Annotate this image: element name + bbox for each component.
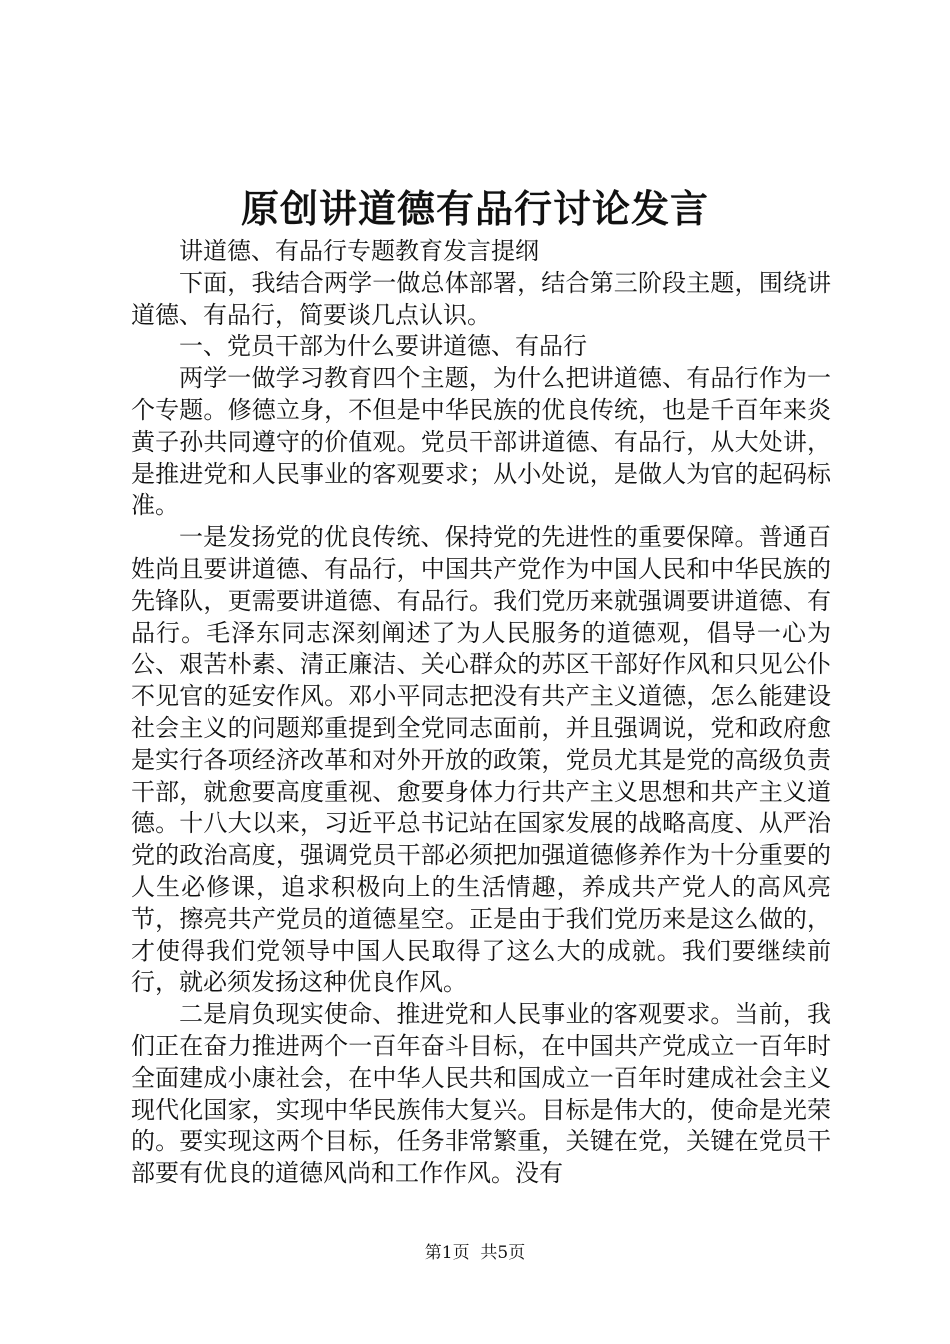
section-heading: 一、党员干部为什么要讲道德、有品行 [179, 332, 587, 361]
document-title: 原创讲道德有品行讨论发言 [240, 186, 709, 231]
body-paragraph: 二是肩负现实使命、推进党和人民事业的客观要求。当前，我们正在奋力推进两个一百年奋斗目标，在中国共产党成立一百年时全面建成小康社会，在中华人民共和国成立一百年时建成社会主义现代化国家，实现中华民族伟大复兴。目标是伟大的，使命是光荣的。要实现这两个目标，任务非常繁重，关键在党，关键在党员干部要有优良的道德风尚和工作作风。没有 [131, 1000, 831, 1188]
body-paragraph: 一是发扬党的优良传统、保持党的先进性的重要保障。普通百姓尚且要讲道德、有品行，中国共产党作为中国人民和中华民族的先锋队，更需要讲道德、有品行。我们党历来就强调要讲道德、有品行。毛泽东同志深刻阐述了为人民服务的道德观，倡导一心为公、艰苦朴素、清正廉洁、关心群众的苏区干部好作风和只见公仆不见官的延安作风。邓小平同志把没有共产主义道德，怎么能建设社会主义的问题郑重提到全党同志面前，并且强调说，党和政府愈是实行各项经济改革和对外开放的政策，党员尤其是党的高级负责干部，就愈要高度重视、愈要身体力行共产主义思想和共产主义道德。十八大以来，习近平总书记站在国家发展的战略高度、从严治党的政治高度，强调党员干部必须把加强道德修养作为十分重要的人生必修课，追求积极向上的生活情趣，养成共产党人的高风亮节，擦亮共产党员的道德星空。正是由于我们党历来是这么做的，才使得我们党领导中国人民取得了这么大的成就。我们要继续前行，就必须发扬这种优良作风。 [131, 523, 831, 997]
body-paragraph: 两学一做学习教育四个主题，为什么把讲道德、有品行作为一个专题。修德立身，不但是中华民族的优良传统，也是千百年来炎黄子孙共同遵守的价值观。党员干部讲道德、有品行，从大处讲，是推进党和人民事业的客观要求；从小处说，是做人为官的起码标准。 [131, 364, 831, 520]
page-number: 第1页 [424, 1243, 470, 1263]
page-total: 共5页 [480, 1243, 526, 1263]
page-footer [0, 1241, 950, 1265]
outline-heading: 讲道德、有品行专题教育发言提纲 [179, 237, 539, 265]
intro-paragraph: 下面，我结合两学一做总体部署，结合第三阶段主题，围绕讲道德、有品行，简要谈几点认识。 [131, 268, 831, 329]
document-body [131, 236, 831, 1190]
